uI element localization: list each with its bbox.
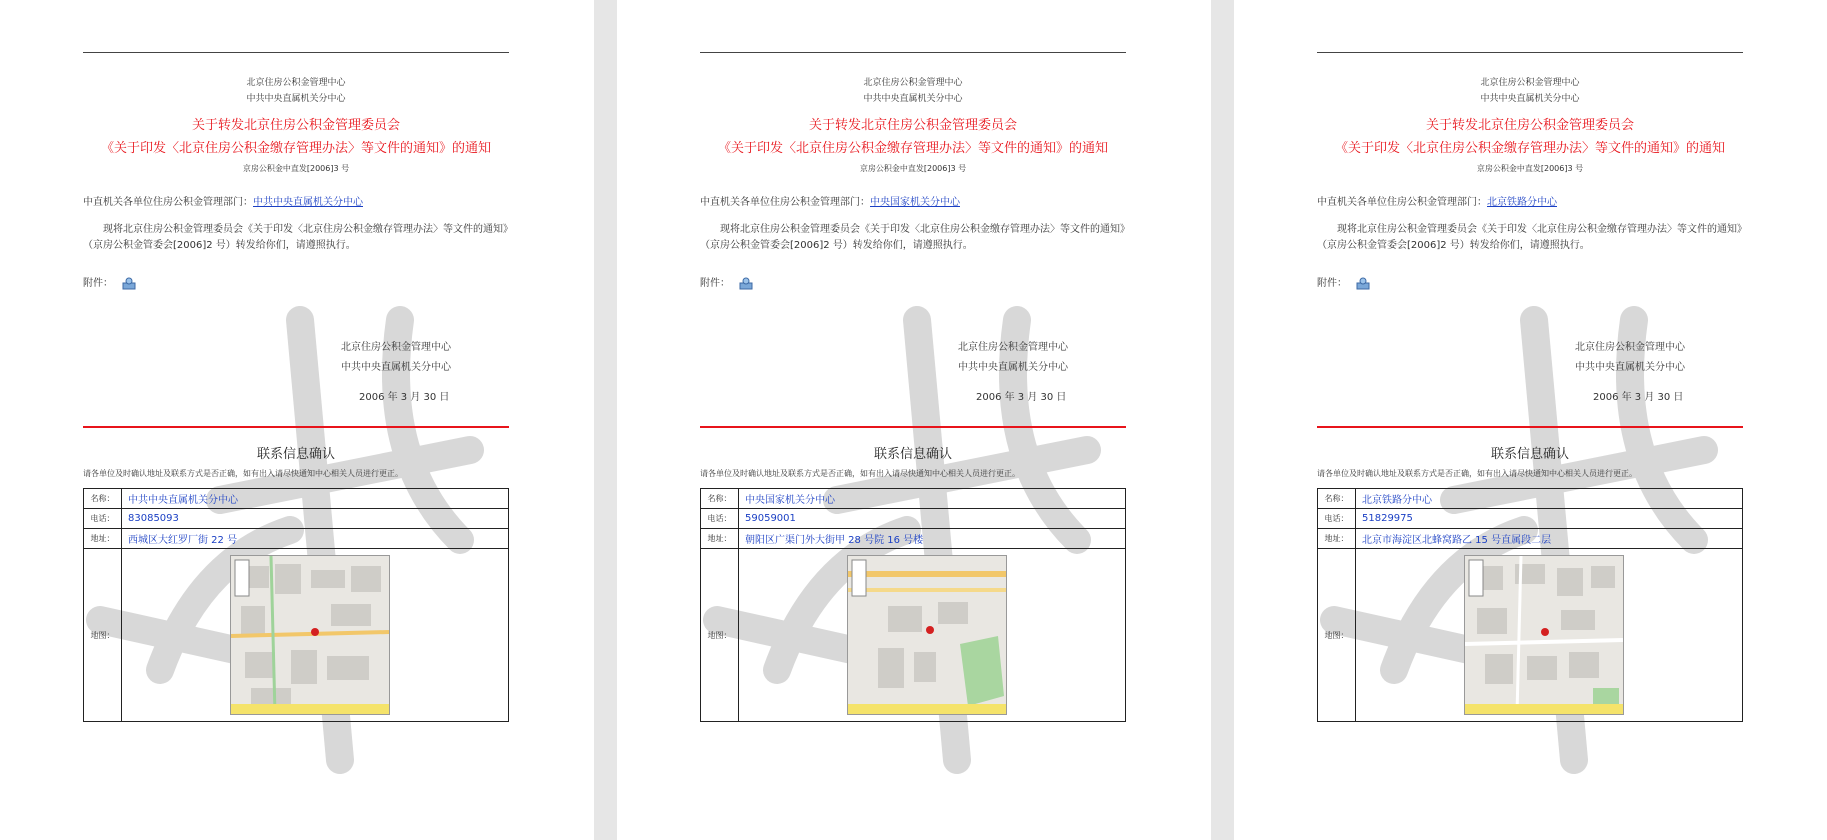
addressee-prefix: 中直机关各单位住房公积金管理部门： bbox=[700, 197, 870, 208]
label-phone: 电话： bbox=[84, 509, 122, 529]
attachment-line bbox=[700, 274, 753, 290]
attachment-label: 附件： bbox=[700, 278, 730, 289]
sender-line-2: 中共中央直属机关分中心 bbox=[246, 94, 346, 104]
value-phone: 59059001 bbox=[739, 509, 1126, 529]
label-phone: 电话： bbox=[1318, 509, 1356, 529]
attachment-label: 附件： bbox=[1317, 278, 1347, 289]
value-name: 北京铁路分中心 bbox=[1356, 489, 1743, 509]
attachment-icon[interactable] bbox=[1356, 277, 1370, 290]
contact-info-table bbox=[700, 488, 1126, 722]
sender-line-2: 中共中央直属机关分中心 bbox=[863, 94, 963, 104]
document-date: 2006 年 3 月 30 日 bbox=[976, 392, 1067, 403]
red-rule bbox=[700, 426, 1126, 428]
label-address: 地址： bbox=[84, 529, 122, 549]
table-row bbox=[84, 509, 509, 529]
addressee-link[interactable]: 中央国家机关分中心 bbox=[870, 197, 960, 208]
value-name: 中央国家机关分中心 bbox=[739, 489, 1126, 509]
map-image bbox=[847, 555, 1007, 715]
confirm-title: 联系信息确认 bbox=[1490, 447, 1569, 462]
value-phone: 51829975 bbox=[1356, 509, 1743, 529]
document-page-3 bbox=[1234, 0, 1827, 840]
attachment-icon[interactable] bbox=[122, 277, 136, 290]
map-cell bbox=[739, 549, 1126, 722]
signature-line-2: 中共中央直属机关分中心 bbox=[341, 362, 451, 373]
label-name: 名称： bbox=[1318, 489, 1356, 509]
value-address: 西城区大红罗厂街 22 号 bbox=[122, 529, 509, 549]
contact-info-table bbox=[1317, 488, 1743, 722]
value-phone: 83085093 bbox=[122, 509, 509, 529]
document-number: 京房公积金中直发[2006]3 号 bbox=[859, 164, 967, 173]
confirm-note: 请各单位及时确认地址及联系方式是否正确，如有出入请尽快通知中心相关人员进行更正。 bbox=[83, 469, 403, 478]
map-cell bbox=[1356, 549, 1743, 722]
confirm-note: 请各单位及时确认地址及联系方式是否正确，如有出入请尽快通知中心相关人员进行更正。 bbox=[700, 469, 1020, 478]
top-rule bbox=[83, 52, 509, 53]
map-image bbox=[230, 555, 390, 715]
label-phone: 电话： bbox=[701, 509, 739, 529]
signature-line-2: 中共中央直属机关分中心 bbox=[1575, 362, 1685, 373]
document-number: 京房公积金中直发[2006]3 号 bbox=[242, 164, 350, 173]
sender-line-1: 北京住房公积金管理中心 bbox=[246, 78, 346, 88]
map-pin-icon bbox=[311, 628, 319, 636]
body-text: 现将北京住房公积金管理委员会《关于印发〈北京住房公积金缴存管理办法〉等文件的通知》（京房公积金管委会[2006]2 号）转发给你们，请遵照执行。 bbox=[1317, 224, 1742, 251]
table-row bbox=[701, 549, 1126, 722]
signature-line-1: 北京住房公积金管理中心 bbox=[341, 342, 451, 353]
table-row bbox=[701, 509, 1126, 529]
label-map: 地图： bbox=[1318, 549, 1356, 722]
label-name: 名称： bbox=[701, 489, 739, 509]
addressee-prefix: 中直机关各单位住房公积金管理部门： bbox=[1317, 197, 1487, 208]
body-text: 现将北京住房公积金管理委员会《关于印发〈北京住房公积金缴存管理办法〉等文件的通知》（京房公积金管委会[2006]2 号）转发给你们，请遵照执行。 bbox=[83, 224, 508, 251]
value-address: 北京市海淀区北蜂窝路乙 15 号直属段二层 bbox=[1356, 529, 1743, 549]
top-rule bbox=[700, 52, 1126, 53]
title-line-1: 关于转发北京住房公积金管理委员会 bbox=[1425, 118, 1634, 133]
label-address: 地址： bbox=[701, 529, 739, 549]
value-name: 中共中央直属机关分中心 bbox=[122, 489, 509, 509]
confirm-title: 联系信息确认 bbox=[256, 447, 335, 462]
attachment-line bbox=[1317, 274, 1370, 290]
table-row bbox=[84, 529, 509, 549]
map-image bbox=[1464, 555, 1624, 715]
map-pin-icon bbox=[1541, 628, 1549, 636]
label-map: 地图： bbox=[701, 549, 739, 722]
red-rule bbox=[1317, 426, 1743, 428]
confirm-title: 联系信息确认 bbox=[873, 447, 952, 462]
title-line-1: 关于转发北京住房公积金管理委员会 bbox=[808, 118, 1017, 133]
sender-line-1: 北京住房公积金管理中心 bbox=[1480, 78, 1580, 88]
body-text: 现将北京住房公积金管理委员会《关于印发〈北京住房公积金缴存管理办法〉等文件的通知》（京房公积金管委会[2006]2 号）转发给你们，请遵照执行。 bbox=[700, 224, 1125, 251]
title-line-2: 《关于印发〈北京住房公积金缴存管理办法〉等文件的通知》的通知 bbox=[717, 141, 1108, 156]
contact-info-table bbox=[83, 488, 509, 722]
sender-line-1: 北京住房公积金管理中心 bbox=[863, 78, 963, 88]
signature-line-1: 北京住房公积金管理中心 bbox=[1575, 342, 1685, 353]
value-address: 朝阳区广渠门外大街甲 28 号院 16 号楼 bbox=[739, 529, 1126, 549]
addressee bbox=[83, 193, 363, 208]
red-rule bbox=[83, 426, 509, 428]
top-rule bbox=[1317, 52, 1743, 53]
title-line-2: 《关于印发〈北京住房公积金缴存管理办法〉等文件的通知》的通知 bbox=[1334, 141, 1725, 156]
table-row bbox=[701, 529, 1126, 549]
table-row bbox=[1318, 549, 1743, 722]
table-row bbox=[701, 489, 1126, 509]
table-row bbox=[84, 489, 509, 509]
addressee-prefix: 中直机关各单位住房公积金管理部门： bbox=[83, 197, 253, 208]
addressee-link[interactable]: 北京铁路分中心 bbox=[1487, 197, 1557, 208]
label-map: 地图： bbox=[84, 549, 122, 722]
document-page-1 bbox=[0, 0, 594, 840]
table-row bbox=[1318, 509, 1743, 529]
document-page-2 bbox=[617, 0, 1211, 840]
attachment-label: 附件： bbox=[83, 278, 113, 289]
signature-line-2: 中共中央直属机关分中心 bbox=[958, 362, 1068, 373]
addressee bbox=[700, 193, 960, 208]
attachment-icon[interactable] bbox=[739, 277, 753, 290]
document-date: 2006 年 3 月 30 日 bbox=[1593, 392, 1684, 403]
map-pin-icon bbox=[926, 626, 934, 634]
signature-line-1: 北京住房公积金管理中心 bbox=[958, 342, 1068, 353]
document-date: 2006 年 3 月 30 日 bbox=[359, 392, 450, 403]
table-row bbox=[1318, 489, 1743, 509]
title-line-1: 关于转发北京住房公积金管理委员会 bbox=[191, 118, 400, 133]
label-name: 名称： bbox=[84, 489, 122, 509]
confirm-note: 请各单位及时确认地址及联系方式是否正确，如有出入请尽快通知中心相关人员进行更正。 bbox=[1317, 469, 1637, 478]
map-cell bbox=[122, 549, 509, 722]
addressee bbox=[1317, 193, 1557, 208]
label-address: 地址： bbox=[1318, 529, 1356, 549]
title-line-2: 《关于印发〈北京住房公积金缴存管理办法〉等文件的通知》的通知 bbox=[100, 141, 491, 156]
addressee-link[interactable]: 中共中央直属机关分中心 bbox=[253, 197, 363, 208]
table-row bbox=[84, 549, 509, 722]
attachment-line bbox=[83, 274, 136, 290]
document-number: 京房公积金中直发[2006]3 号 bbox=[1476, 164, 1584, 173]
table-row bbox=[1318, 529, 1743, 549]
sender-line-2: 中共中央直属机关分中心 bbox=[1480, 94, 1580, 104]
